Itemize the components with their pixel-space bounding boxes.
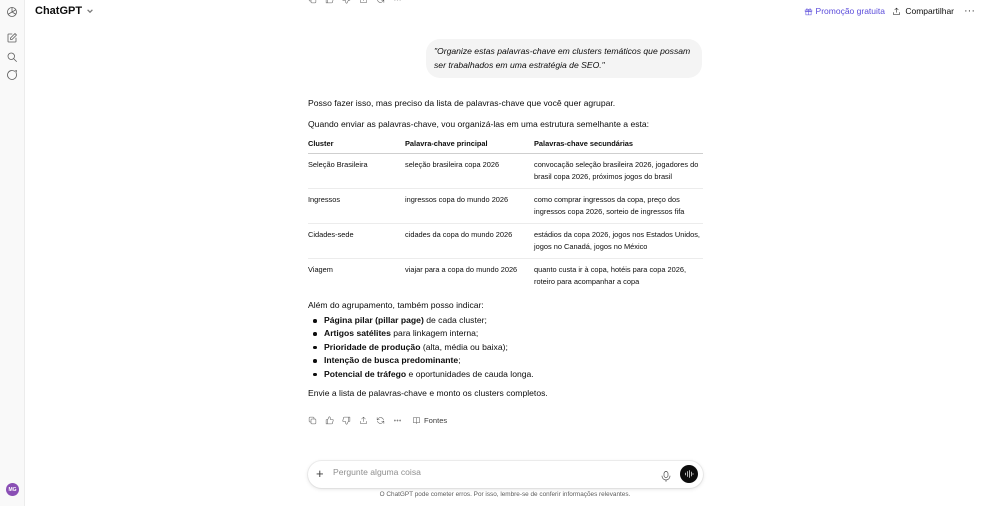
share-label: Compartilhar xyxy=(905,6,954,16)
avatar[interactable]: MG xyxy=(6,483,19,496)
table-cell: quanto custa ir à copa, hotéis para copa 2026, roteiro para acompanhar a copa xyxy=(534,265,687,286)
user-message-bubble xyxy=(426,39,702,78)
microphone-icon[interactable] xyxy=(661,469,671,480)
list-item-text: de cada cluster; xyxy=(423,315,487,325)
waveform-icon xyxy=(684,469,694,479)
assistant-message xyxy=(308,97,703,399)
thumbs-down-icon[interactable] xyxy=(342,416,351,425)
list-item xyxy=(308,341,703,354)
list-item-bold: Página pilar (pillar page) xyxy=(324,315,424,325)
list-item xyxy=(308,327,703,340)
app-title: ChatGPT xyxy=(35,5,83,17)
list-item xyxy=(308,314,703,327)
header xyxy=(26,0,984,24)
table-row xyxy=(308,259,703,294)
more-options-icon[interactable]: ··· xyxy=(964,5,975,17)
table-row xyxy=(308,154,703,189)
table-header-cell: Cluster xyxy=(308,137,405,154)
table-cell: Cidades-sede xyxy=(308,224,405,259)
disclaimer: O ChatGPT pode cometer erros. Por isso, lembre-se de conferir informações relevantes. xyxy=(379,491,631,498)
assistant-paragraph: Além do agrupamento, também posso indicar: xyxy=(308,300,484,310)
copy-icon[interactable] xyxy=(308,0,317,4)
list-item-text: para linkagem interna; xyxy=(390,328,479,339)
list-item-bold: Prioridade de produção xyxy=(324,341,421,352)
openai-logo-icon[interactable] xyxy=(5,5,19,19)
sources-label: Fontes xyxy=(424,416,448,425)
regenerate-icon[interactable] xyxy=(376,416,385,425)
composer xyxy=(308,461,703,488)
list-item-bold: Potencial de tráfego xyxy=(324,368,407,379)
table-header-cell: Palavras-chave secundárias xyxy=(534,137,703,154)
table-cell: viajar para a copa do mundo 2026 xyxy=(405,265,518,274)
table-row xyxy=(308,189,703,224)
sidebar xyxy=(0,0,25,506)
table-header-cell: Palavra-chave principal xyxy=(405,137,534,154)
gift-icon xyxy=(804,7,813,16)
book-icon xyxy=(412,416,421,425)
table-cell: estádios da copa 2026, jogos nos Estados Unidos, jogos no Canadá, jogos no México xyxy=(534,224,703,259)
sources-button[interactable] xyxy=(412,416,447,425)
recommendation-list xyxy=(308,314,703,381)
more-icon[interactable] xyxy=(393,416,402,425)
thumbs-up-icon[interactable] xyxy=(325,416,334,425)
list-item xyxy=(308,368,703,381)
plus-icon[interactable]: + xyxy=(316,466,324,481)
chevron-down-icon xyxy=(86,7,94,15)
share-button[interactable] xyxy=(892,6,954,16)
message-actions xyxy=(308,416,447,425)
regenerate-icon[interactable] xyxy=(376,0,385,4)
more-icon[interactable] xyxy=(393,0,402,4)
list-item-bold: Intenção de busca predominante xyxy=(324,355,459,366)
share-icon[interactable] xyxy=(359,0,368,4)
table-cell: Ingressos xyxy=(308,189,405,224)
table-header-row xyxy=(308,137,703,154)
share-icon xyxy=(892,7,901,16)
assistant-paragraph: Quando enviar as palavras-chave, vou organizá-las em uma estrutura semelhante a esta: xyxy=(308,119,650,129)
assistant-paragraph: Posso fazer isso, mas preciso da lista de palavras-chave que você quer agrupar. xyxy=(308,98,616,108)
user-message-text: "Organize estas palavras-chave em clusters temáticos que possam ser trabalhados em uma estratégia de SEO." xyxy=(434,46,691,70)
share-icon[interactable] xyxy=(359,416,368,425)
cluster-table xyxy=(308,137,703,293)
edit-icon[interactable] xyxy=(5,31,19,45)
promo-button[interactable] xyxy=(804,6,885,16)
table-cell: seleção brasileira copa 2026 xyxy=(405,154,534,189)
thumbs-down-icon[interactable] xyxy=(342,0,351,4)
list-item-text: (alta, média ou baixa); xyxy=(420,341,508,352)
table-cell: convocação seleção brasileira 2026, jogadores do brasil copa 2026, próximos jogos do brasil xyxy=(534,154,703,189)
search-icon[interactable] xyxy=(5,50,19,64)
prompt-input[interactable] xyxy=(333,467,653,477)
copy-icon[interactable] xyxy=(308,416,317,425)
list-item-text: e oportunidades de cauda longa. xyxy=(406,368,534,379)
table-cell: Seleção Brasileira xyxy=(308,154,405,189)
table-cell: Viagem xyxy=(308,265,333,274)
list-item xyxy=(308,354,703,367)
table-cell: ingressos copa do mundo 2026 xyxy=(405,189,534,224)
assistant-paragraph: Envie a lista de palavras-chave e monto os clusters completos. xyxy=(308,388,548,399)
list-item-text: ; xyxy=(458,355,461,366)
promo-label: Promoção gratuita xyxy=(815,6,885,16)
table-cell: cidades da copa do mundo 2026 xyxy=(405,224,534,259)
previous-message-actions xyxy=(308,0,402,4)
chat-bubble-icon[interactable] xyxy=(5,68,19,82)
list-item-bold: Artigos satélites xyxy=(324,328,391,339)
thumbs-up-icon[interactable] xyxy=(325,0,334,4)
table-row xyxy=(308,224,703,259)
voice-mode-button[interactable] xyxy=(680,465,698,483)
model-selector[interactable] xyxy=(35,5,94,17)
table-cell: como comprar ingressos da copa, preço dos ingressos copa 2026, sorteio de ingressos fifa xyxy=(534,189,703,224)
